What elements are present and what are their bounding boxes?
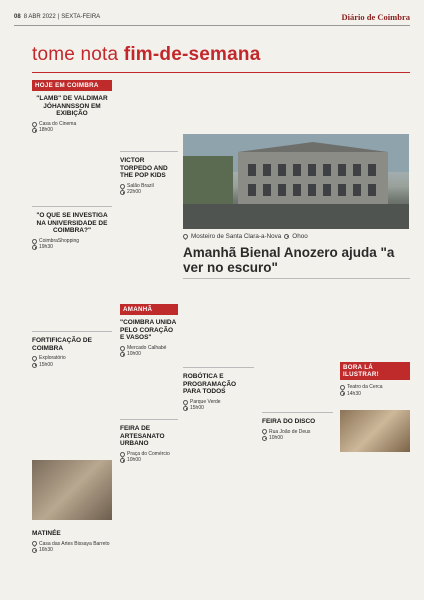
clock-icon	[262, 436, 267, 441]
event-title: FEIRA DE ARTESANATO URBANO	[120, 424, 165, 448]
clock-icon	[340, 391, 345, 396]
event-lamb	[32, 95, 112, 134]
event-coimbra-unida	[120, 319, 178, 358]
clock-icon	[183, 406, 188, 411]
clock-icon	[32, 363, 37, 368]
event-venue: Salão Brazil	[120, 183, 178, 190]
clock-icon	[120, 190, 125, 195]
event-title: ROBÓTICA E PROGRAMAÇÃO PARA TODOS	[183, 373, 237, 396]
divider	[183, 367, 254, 368]
page-weekday: SEXTA-FEIRA	[61, 14, 101, 20]
column-hoje-em-coimbra	[32, 80, 112, 368]
divider	[32, 206, 112, 207]
clock-icon	[32, 245, 37, 250]
event-robotica	[183, 373, 254, 412]
event-venue: Mercado Calhabé	[120, 345, 178, 352]
event-time: 15h00	[183, 405, 254, 412]
divider	[32, 331, 112, 332]
section-title-bold: fim-de-semana	[123, 44, 261, 65]
event-title: "LAMB" DE VALDIMAR JÓHANNSSON EM EXIBIÇÃO	[36, 95, 108, 118]
caption-price: Ohoo	[292, 233, 308, 240]
event-time: 10h00	[262, 435, 333, 442]
event-title: "COIMBRA UNIDA PELO CORAÇÃO E VASOS"	[120, 318, 177, 342]
newspaper-brand: Diário de Coimbra	[341, 12, 410, 22]
clock-icon	[32, 548, 37, 553]
divider	[120, 419, 178, 420]
event-venue: Casa das Artes Bissaya Barreto	[32, 541, 112, 548]
event-title: "O QUE SE INVESTIGA NA UNIVERSIDADE DE COIMBRA?"	[36, 211, 108, 235]
header-separator: |	[57, 14, 60, 20]
spacer	[120, 196, 178, 304]
event-venue: Parque Verde	[183, 399, 254, 406]
clock-icon	[120, 458, 125, 463]
page-date: 8 ABR 2022	[23, 14, 56, 20]
event-venue: Teatro da Cerca	[340, 384, 410, 391]
page-number: 08	[14, 14, 21, 20]
column-5	[340, 362, 410, 397]
event-time: 19h30	[32, 244, 112, 251]
column-4	[262, 362, 333, 442]
section-bar-hoje: HOJE EM COIMBRA	[32, 80, 112, 91]
event-venue: CoimbraShopping	[32, 238, 112, 245]
event-time: 22h00	[120, 189, 178, 196]
event-venue: Rua João de Deus	[262, 429, 333, 436]
event-photo	[32, 460, 112, 520]
divider	[262, 412, 333, 413]
divider	[183, 278, 410, 279]
event-feira-disco	[262, 418, 333, 442]
spacer	[120, 358, 178, 414]
event-venue: Praça do Comércio	[120, 451, 178, 458]
event-time: 15h00	[32, 362, 112, 369]
event-fortificacao	[32, 337, 112, 368]
event-title: FEIRA DO DISCO	[262, 418, 316, 425]
event-time: 14h30	[340, 391, 410, 398]
main-headline: Amanhã Bienal Anozero ajuda "a ver no escuro"	[183, 245, 395, 275]
event-matinee	[32, 528, 112, 554]
column-3	[183, 362, 254, 412]
section-bar-amanha: AMANHÃ	[120, 304, 178, 315]
header-rule	[14, 25, 410, 26]
event-time: 10h00	[120, 351, 178, 358]
building-facade	[238, 152, 388, 204]
building-illustration	[183, 134, 409, 229]
location-pin-icon	[182, 233, 189, 240]
event-title: VICTOR TORPEDO AND THE POP KIDS	[120, 157, 168, 180]
ground	[183, 204, 409, 229]
spacer	[120, 80, 178, 146]
event-time: 16h30	[32, 547, 112, 554]
event-venue: Casa do Cinema	[32, 121, 112, 128]
page-header	[14, 10, 410, 24]
clock-icon	[284, 234, 289, 239]
clock-icon	[120, 352, 125, 357]
caption-text: Mosteiro de Santa Clara-a-Nova	[191, 233, 282, 240]
section-title	[32, 44, 261, 66]
event-photo	[340, 410, 410, 452]
event-time: 10h00	[120, 457, 178, 464]
section-rule	[32, 72, 410, 73]
main-photo-mosteiro	[183, 134, 409, 229]
section-bar-bora: BORA LÁ ILUSTRAR!	[340, 362, 410, 380]
event-feira-artesanato	[120, 425, 178, 464]
column-2	[120, 80, 178, 464]
clock-icon	[32, 128, 37, 133]
event-venue: Exploratório	[32, 355, 112, 362]
section-title-light: tome nota	[32, 44, 119, 65]
event-title: FORTIFICAÇÃO DE COIMBRA	[32, 336, 92, 352]
divider	[120, 151, 178, 152]
event-title: MATINÉE	[32, 530, 61, 537]
photo-caption	[183, 233, 409, 240]
event-victor-torpedo	[120, 157, 178, 196]
event-investiga	[32, 212, 112, 251]
event-time: 18h00	[32, 127, 112, 134]
